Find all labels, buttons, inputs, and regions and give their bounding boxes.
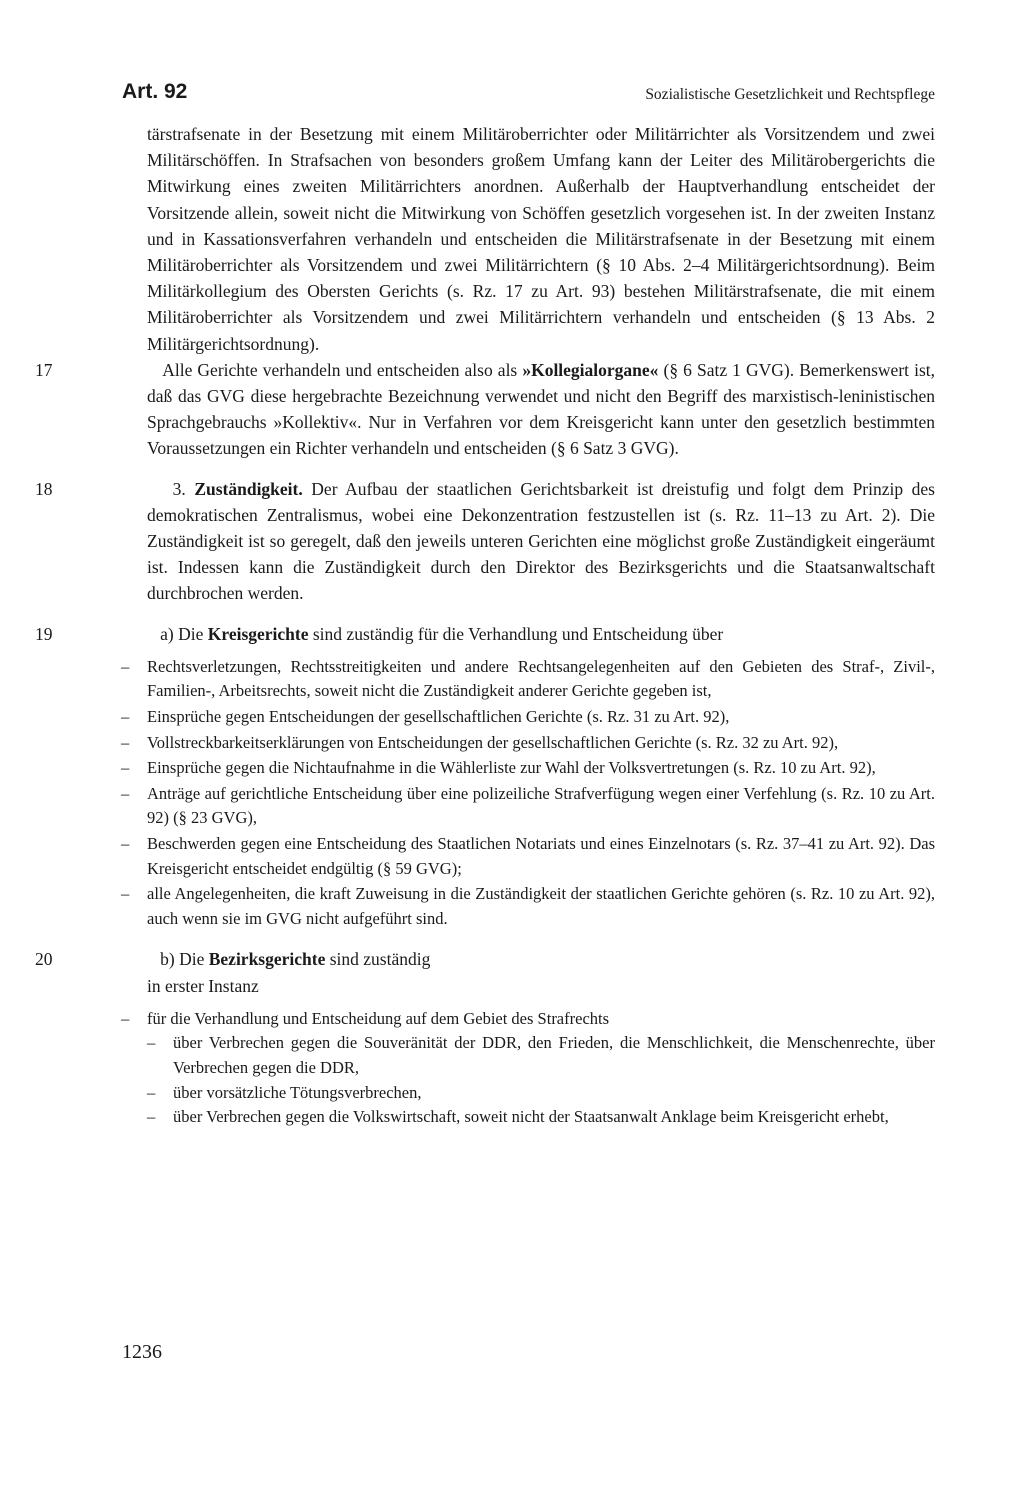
list-item xyxy=(121,782,935,831)
text-run: Alle Gerichte verhandeln und entscheiden also als xyxy=(162,359,523,380)
margin-number: 18 xyxy=(35,478,53,499)
paragraph-text xyxy=(147,946,935,972)
dash-marker: – xyxy=(147,1082,156,1102)
emphasis: Bezirksgerichte xyxy=(208,949,326,970)
kreisgerichte-list xyxy=(121,655,935,932)
text-run: Der Aufbau der staatlichen Gerichtsbarkeit ist dreistufig und folgt dem Prinzip des demokratischen Zentralismus, wobei eine Dekonzentration festzustellen ist (s. Rz. 11–13 zu Art. 2). Die Zuständigkeit ist so geregelt, daß den jeweils unteren Gerichten eine möglichst große Zuständigkeit eingeräumt ist. Indessen kann die Zuständigkeit durch den Direktor des Bezirksgerichts und die Staatsanwaltschaft durchbrochen werden. xyxy=(147,478,935,604)
dash-marker: – xyxy=(121,732,130,752)
dash-marker: – xyxy=(147,1107,156,1127)
paragraph-text xyxy=(147,621,935,647)
text-run: a) Die xyxy=(160,623,208,644)
list-item-text: alle Angelegenheiten, die kraft Zuweisung in die Zuständigkeit der staatlichen Gerichte gehören (s. Rz. 10 zu Art. 92), auch wenn sie im GVG nicht aufgeführt sind. xyxy=(147,884,935,928)
list-item-text: Einsprüche gegen die Nichtaufnahme in die Wählerliste zur Wahl der Volksvertretungen (s. Rz. 10 zu Art. 92), xyxy=(147,758,876,778)
dash-marker: – xyxy=(147,1033,156,1053)
list-item-text: Anträge auf gerichtliche Entscheidung über eine polizeiliche Strafverfügung wegen einer Verfehlung (s. Rz. 10 zu Art. 92) (§ 23 GVG), xyxy=(147,783,935,828)
dash-marker: – xyxy=(121,707,130,727)
list-item xyxy=(121,756,935,781)
emphasis: »Kollegialorgane« xyxy=(522,359,659,380)
list-item-text: Beschwerden gegen eine Entscheidung des Staatlichen Notariats und eines Einzelnotars (s. Rz. 37–41 zu Art. 92). Das Kreisgericht entscheidet endgültig (§ 59 GVG); xyxy=(147,834,935,878)
sub-list xyxy=(147,1031,935,1129)
list-item xyxy=(121,882,935,931)
spacer xyxy=(147,607,935,621)
list-item-text: Einsprüche gegen Entscheidungen der gesellschaftlichen Gerichte (s. Rz. 31 zu Art. 92), xyxy=(147,707,730,727)
sub-list-item xyxy=(147,1081,935,1106)
dash-marker: – xyxy=(121,834,130,854)
spacer xyxy=(147,999,935,1007)
emphasis: Zuständigkeit. xyxy=(194,478,303,499)
paragraph-19 xyxy=(35,621,935,647)
page-header xyxy=(122,80,935,114)
list-item-text: über Verbrechen gegen die Volkswirtschaft, soweit nicht der Staatsanwalt Anklage beim Kreisgericht erhebt, xyxy=(173,1107,889,1127)
dash-marker: – xyxy=(121,758,130,778)
list-item-text: Vollstreckbarkeitserklärungen von Entscheidungen der gesellschaftlichen Gerichte (s. Rz. 32 zu Art. 92), xyxy=(147,732,839,752)
sub-list-item xyxy=(147,1031,935,1080)
paragraph-20 xyxy=(35,946,935,998)
running-title: Sozialistische Gesetzlichkeit und Rechtspflege xyxy=(645,86,935,103)
sub-list-item xyxy=(147,1105,935,1130)
paragraph-text xyxy=(147,476,935,607)
dash-marker: – xyxy=(121,884,130,904)
paragraph-18 xyxy=(35,476,935,607)
paragraph-text xyxy=(147,357,935,462)
margin-number: 17 xyxy=(35,359,53,380)
paragraph-17 xyxy=(35,357,935,462)
list-item-text: über vorsätzliche Tötungsverbrechen, xyxy=(173,1082,422,1102)
intro-paragraph: tärstrafsenate in der Besetzung mit einem Militäroberrichter oder Militärrichter als Vorsitzendem und zwei Militärschöffen. In Strafsachen von besonders großem Umfang kann der Leiter des Militärobergerichts die Mitwirkung eines zweiten Militärrichters anordnen. Außerhalb der Hauptverhandlung entscheidet der Vorsitzende allein, soweit nicht die Mitwirkung von Schöffen gesetzlich vorgesehen ist. In der zweiten Instanz und in Kassationsverfahren verhandeln und entscheiden die Militärstrafsenate in der Besetzung mit einem Militäroberrichter als Vorsitzendem und zwei Militärrichtern (§ 10 Abs. 2–4 Militärgerichtsordnung). Beim Militärkollegium des Obersten Gerichts (s. Rz. 17 zu Art. 93) bestehen Militärstrafsenate, die mit einem Militäroberrichter als Vorsitzendem und zwei Militärrichtern verhandeln und entscheiden (§ 13 Abs. 2 Militärgerichtsordnung). xyxy=(147,124,935,354)
margin-number: 20 xyxy=(35,949,53,970)
margin-number: 19 xyxy=(35,623,53,644)
bezirksgerichte-list xyxy=(121,1007,935,1130)
text-run: 3. xyxy=(172,478,195,499)
text-run: sind zuständig xyxy=(325,949,431,970)
spacer xyxy=(147,647,935,655)
spacer xyxy=(147,932,935,946)
text-run: sind zuständig für die Verhandlung und Entscheidung über xyxy=(308,623,724,644)
list-item xyxy=(121,1007,935,1130)
text-run: (§ 6 Satz 1 GVG). Bemerkenswert ist, daß das GVG diese hergebrachte Bezeichnung verwendet und nicht den Begriff des marxistisch-leninistischen Sprachgebrauchs »Kollektiv«. Nur in Verfahren vor dem Kreisgericht kann unter den gesetzlich bestimmten Voraussetzungen ein Richter verhandeln und entscheiden (§ 6 Satz 3 GVG). xyxy=(147,359,935,459)
article-heading: Art. 92 xyxy=(122,80,188,103)
list-item-text: Rechtsverletzungen, Rechtsstreitigkeiten und andere Rechtsangelegenheiten auf den Gebieten des Straf-, Zivil-, Familien-, Arbeitsrechts, soweit nicht die Zuständigkeit anderer Gerichte gegeben ist, xyxy=(147,656,935,701)
list-item xyxy=(121,655,935,704)
dash-marker: – xyxy=(121,656,130,676)
sub-heading: in erster Instanz xyxy=(147,975,259,996)
list-item-text: über Verbrechen gegen die Souveränität der DDR, den Frieden, die Menschlichkeit, die Menschenrechte, über Verbrechen gegen die DDR, xyxy=(173,1033,935,1077)
spacer xyxy=(147,462,935,476)
text-run: b) Die xyxy=(160,949,209,970)
dash-marker: – xyxy=(121,1008,130,1028)
list-item-text: für die Verhandlung und Entscheidung auf dem Gebiet des Strafrechts xyxy=(147,1008,610,1028)
page-number: 1236 xyxy=(122,1341,162,1363)
list-item xyxy=(121,705,935,730)
list-item xyxy=(121,731,935,756)
list-item xyxy=(121,832,935,881)
dash-marker: – xyxy=(121,783,130,803)
main-text xyxy=(35,121,935,1131)
emphasis: Kreisgerichte xyxy=(207,623,309,644)
